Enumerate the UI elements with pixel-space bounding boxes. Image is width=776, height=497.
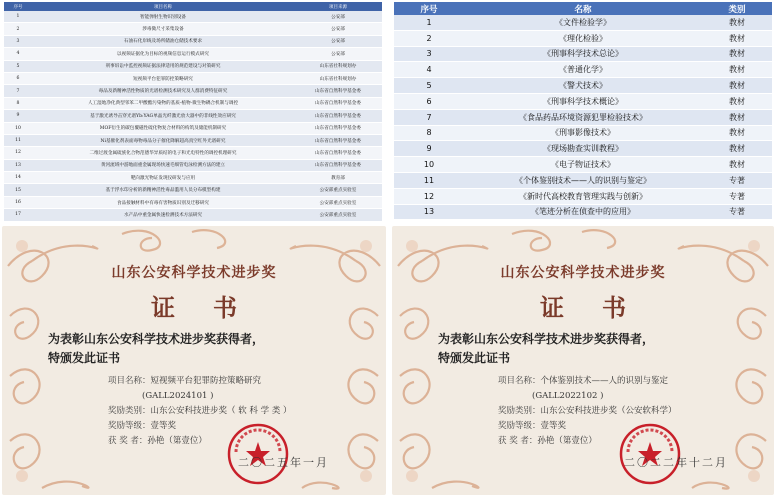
- book-cell: 专著: [702, 188, 772, 204]
- book-cell: 12: [394, 188, 464, 204]
- category-row: [498, 404, 677, 419]
- project-cell: 二维过渡金属硫族化合物范德华异质结的电子和光电特性的调控机理研究: [32, 147, 294, 159]
- table-row: [394, 15, 772, 30]
- project-cell: 毒品及新精神活性物质的光谱检测技术研究及人群消费特征研究: [32, 85, 294, 97]
- table-row: [4, 60, 382, 72]
- commendation-text: [438, 330, 758, 368]
- book-cell: 《刑事科学技术总论》: [464, 46, 702, 62]
- project-cell: 山东省自然科学基金委: [294, 85, 382, 97]
- project-cell: 8: [4, 97, 32, 109]
- book-cell: 6: [394, 93, 464, 109]
- project-cell: 教育部: [294, 172, 382, 184]
- table-row: [4, 209, 382, 221]
- book-cell: 教材: [702, 78, 772, 94]
- project-cell: 17: [4, 209, 32, 221]
- category-value: 山东公安科技进步奖（公安软科学）: [540, 406, 677, 416]
- project-cell: 6: [4, 72, 32, 84]
- book-cell: 9: [394, 141, 464, 157]
- project-cell: 16: [4, 196, 32, 208]
- issue-date: 二〇二二年十二月: [624, 456, 728, 469]
- project-cell: 3: [4, 35, 32, 47]
- project-row: [498, 374, 677, 389]
- book-header-cell: 序号: [394, 2, 464, 15]
- project-cell: 10: [4, 122, 32, 134]
- project-row: [108, 374, 292, 389]
- project-cell: 水产品中重金属快速检测技术方法研究: [32, 209, 294, 221]
- project-cell: Ni基催化剂表面毒物毒品分子催化降解超高真空红外光谱研究: [32, 134, 294, 146]
- book-cell: 《现场勘查实训教程》: [464, 141, 702, 157]
- issue-date: 二〇二五年一月: [238, 456, 329, 469]
- grade-label: 奖励等级：: [498, 421, 541, 431]
- book-cell: 专著: [702, 172, 772, 188]
- project-cell: 11: [4, 134, 32, 146]
- certificate-word: 证书: [540, 293, 664, 322]
- winner-value: 孙艳（第壹位）: [147, 436, 207, 446]
- project-cell: 山东省社科规划办: [294, 72, 382, 84]
- project-cell: 5: [4, 60, 32, 72]
- project-cell: 山东省自然科学基金委: [294, 122, 382, 134]
- project-cell: 智能弹射生物识别设备: [32, 11, 294, 23]
- project-code: (GALL2024101 ): [142, 391, 214, 401]
- project-cell: 公安部重点实验室: [294, 209, 382, 221]
- book-cell: 《笔迹分析在侦查中的应用》: [464, 204, 702, 220]
- table-row: [4, 110, 382, 122]
- certificate-right: [392, 226, 774, 495]
- table-row: [394, 109, 772, 125]
- project-cell: 14: [4, 172, 32, 184]
- book-table: [394, 2, 772, 220]
- book-cell: 13: [394, 204, 464, 220]
- table-row: [4, 23, 382, 35]
- project-header-cell: 序号: [4, 2, 32, 11]
- book-cell: 8: [394, 125, 464, 141]
- book-cell: 教材: [702, 157, 772, 173]
- project-cell: 山东省自然科学基金委: [294, 110, 382, 122]
- project-cell: 12: [4, 147, 32, 159]
- table-row: [4, 122, 382, 134]
- project-cell: 公安部: [294, 11, 382, 23]
- book-cell: 《刑事影像技术》: [464, 125, 702, 141]
- project-cell: 涉毒微尺寸采集设备: [32, 23, 294, 35]
- book-cell: 教材: [702, 141, 772, 157]
- table-row: [4, 196, 382, 208]
- book-header-cell: 类别: [702, 2, 772, 15]
- book-cell: 3: [394, 46, 464, 62]
- award-title: 山东公安科学技术进步奖: [500, 265, 666, 281]
- project-header-cell: 项目名称: [32, 2, 294, 11]
- project-cell: 黄河流域中游地面重金属现场快速毛细管电泳检测方法的建立: [32, 159, 294, 171]
- book-cell: 10: [394, 157, 464, 173]
- commendation-line-2: 特颁发此证书: [48, 351, 121, 365]
- project-table: [4, 2, 382, 220]
- book-cell: 《文件检验学》: [464, 15, 702, 30]
- project-cell: 刑事诉讼中监控视频证据法律适用的规范建设与对策研究: [32, 60, 294, 72]
- project-cell: 山东省自然科学基金委: [294, 97, 382, 109]
- category-label: 奖励类别：: [108, 406, 151, 416]
- table-row: [4, 97, 382, 109]
- grade-label: 奖励等级：: [108, 421, 151, 431]
- project-label: 项目名称：: [498, 376, 541, 386]
- commendation-text: [48, 330, 368, 368]
- book-cell: 教材: [702, 109, 772, 125]
- table-row: [4, 134, 382, 146]
- certificate-left: [2, 226, 386, 495]
- commendation-line-1: 为表彰山东公安科学技术进步奖获得者，: [438, 332, 655, 346]
- table-row: [4, 184, 382, 196]
- table-row: [4, 172, 382, 184]
- table-row: [394, 204, 772, 220]
- book-cell: 11: [394, 172, 464, 188]
- project-cell: 食品接触材料中有毒有害物质识别及迁移研究: [32, 196, 294, 208]
- book-cell: 教材: [702, 46, 772, 62]
- project-cell: 13: [4, 159, 32, 171]
- winner-label: 获 奖 者：: [108, 436, 148, 446]
- table-row: [394, 157, 772, 173]
- table-row: [4, 72, 382, 84]
- project-cell: 4: [4, 48, 32, 60]
- table-row: [4, 48, 382, 60]
- table-row: [394, 125, 772, 141]
- table-row: [4, 159, 382, 171]
- project-cell: 山东省社科规划办: [294, 60, 382, 72]
- table-row: [4, 11, 382, 23]
- book-cell: 5: [394, 78, 464, 94]
- project-value: 个体鉴别技术——人的识别与鉴定: [540, 376, 669, 386]
- book-table-header: [394, 2, 772, 15]
- book-cell: 1: [394, 15, 464, 30]
- project-cell: MOF衍生的碳包覆磁性硫化物复合材料的构筑及储能机制研究: [32, 122, 294, 134]
- project-cell: 公安部: [294, 48, 382, 60]
- category-value: 山东公安科技进步奖（ 软 科 学 类 ）: [150, 406, 292, 416]
- category-label: 奖励类别：: [498, 406, 541, 416]
- project-cell: 石油石化岸线及场所储油仓储技术要求: [32, 35, 294, 47]
- book-cell: 《警犬技术》: [464, 78, 702, 94]
- project-label: 项目名称：: [108, 376, 151, 386]
- certificate-word: 证书: [151, 293, 275, 322]
- book-cell: 《个体鉴别技术——人的识别与鉴定》: [464, 172, 702, 188]
- book-cell: 教材: [702, 15, 772, 30]
- table-row: [4, 85, 382, 97]
- book-cell: 7: [394, 109, 464, 125]
- winner-label: 获 奖 者：: [498, 436, 538, 446]
- book-cell: 《普通化学》: [464, 62, 702, 78]
- project-cell: 7: [4, 85, 32, 97]
- project-cell: 1: [4, 11, 32, 23]
- book-table-grid: [394, 2, 772, 220]
- winner-value: 孙艳（第壹位）: [537, 436, 597, 446]
- project-table-body: [4, 11, 382, 221]
- table-row: [394, 141, 772, 157]
- commendation-line-1: 为表彰山东公安科学技术进步奖获得者，: [48, 332, 265, 346]
- book-table-body: [394, 15, 772, 220]
- commendation-line-2: 特颁发此证书: [438, 351, 511, 365]
- project-table-grid: [4, 2, 382, 222]
- project-cell: 山东省自然科学基金委: [294, 147, 382, 159]
- project-value: 短视频平台犯罪防控策略研究: [150, 376, 262, 386]
- project-cell: 人工湿地净化典型邻苯二甲酸酯污染物的基质-植物-微生物耦合机制与调控: [32, 97, 294, 109]
- book-cell: 《电子物证技术》: [464, 157, 702, 173]
- book-cell: 《刑事科学技术概论》: [464, 93, 702, 109]
- table-row: [394, 46, 772, 62]
- book-header-cell: 名称: [464, 2, 702, 15]
- project-cell: 短视频平台犯罪防控策略研究: [32, 72, 294, 84]
- project-cell: 山东省自然科学基金委: [294, 159, 382, 171]
- book-cell: 教材: [702, 93, 772, 109]
- project-cell: 山东省自然科学基金委: [294, 134, 382, 146]
- project-table-header: [4, 2, 382, 11]
- table-row: [394, 78, 772, 94]
- project-cell: 公安部重点实验室: [294, 184, 382, 196]
- table-row: [394, 93, 772, 109]
- book-cell: 《理化检验》: [464, 30, 702, 46]
- book-cell: 2: [394, 30, 464, 46]
- book-cell: 4: [394, 62, 464, 78]
- book-cell: 《新时代高校教育管理实践与创新》: [464, 188, 702, 204]
- table-row: [394, 30, 772, 46]
- book-cell: 教材: [702, 125, 772, 141]
- project-header-cell: 项目来源: [294, 2, 382, 11]
- project-cell: 2: [4, 23, 32, 35]
- project-cell: 基于浮水印分析的新精神活性毒品滥用人员分布模型构建: [32, 184, 294, 196]
- table-row: [394, 172, 772, 188]
- table-row: [394, 62, 772, 78]
- project-cell: 以视频证据化为目标的视频信息运行模式研究: [32, 48, 294, 60]
- project-cell: 公安部重点实验室: [294, 196, 382, 208]
- book-cell: 专著: [702, 204, 772, 220]
- project-cell: 基于激光诱导击穿光谱Yb:YAG单晶光纤激光放大器中的非线性效应研究: [32, 110, 294, 122]
- project-cell: 公安部: [294, 23, 382, 35]
- award-title: 山东公安科学技术进步奖: [111, 265, 277, 281]
- book-cell: 《食品药品环境资源犯罪检验技术》: [464, 109, 702, 125]
- project-cell: 15: [4, 184, 32, 196]
- table-row: [4, 147, 382, 159]
- table-row: [4, 35, 382, 47]
- book-cell: 教材: [702, 30, 772, 46]
- project-cell: 9: [4, 110, 32, 122]
- grade-value: 壹等奖: [150, 421, 177, 431]
- grade-value: 壹等奖: [540, 421, 567, 431]
- project-cell: 靶向激光物证发现仪研发与应用: [32, 172, 294, 184]
- book-cell: 教材: [702, 62, 772, 78]
- category-row: [108, 404, 292, 419]
- project-cell: 公安部: [294, 35, 382, 47]
- project-code: (GALL2022102 ): [532, 391, 604, 401]
- table-row: [394, 188, 772, 204]
